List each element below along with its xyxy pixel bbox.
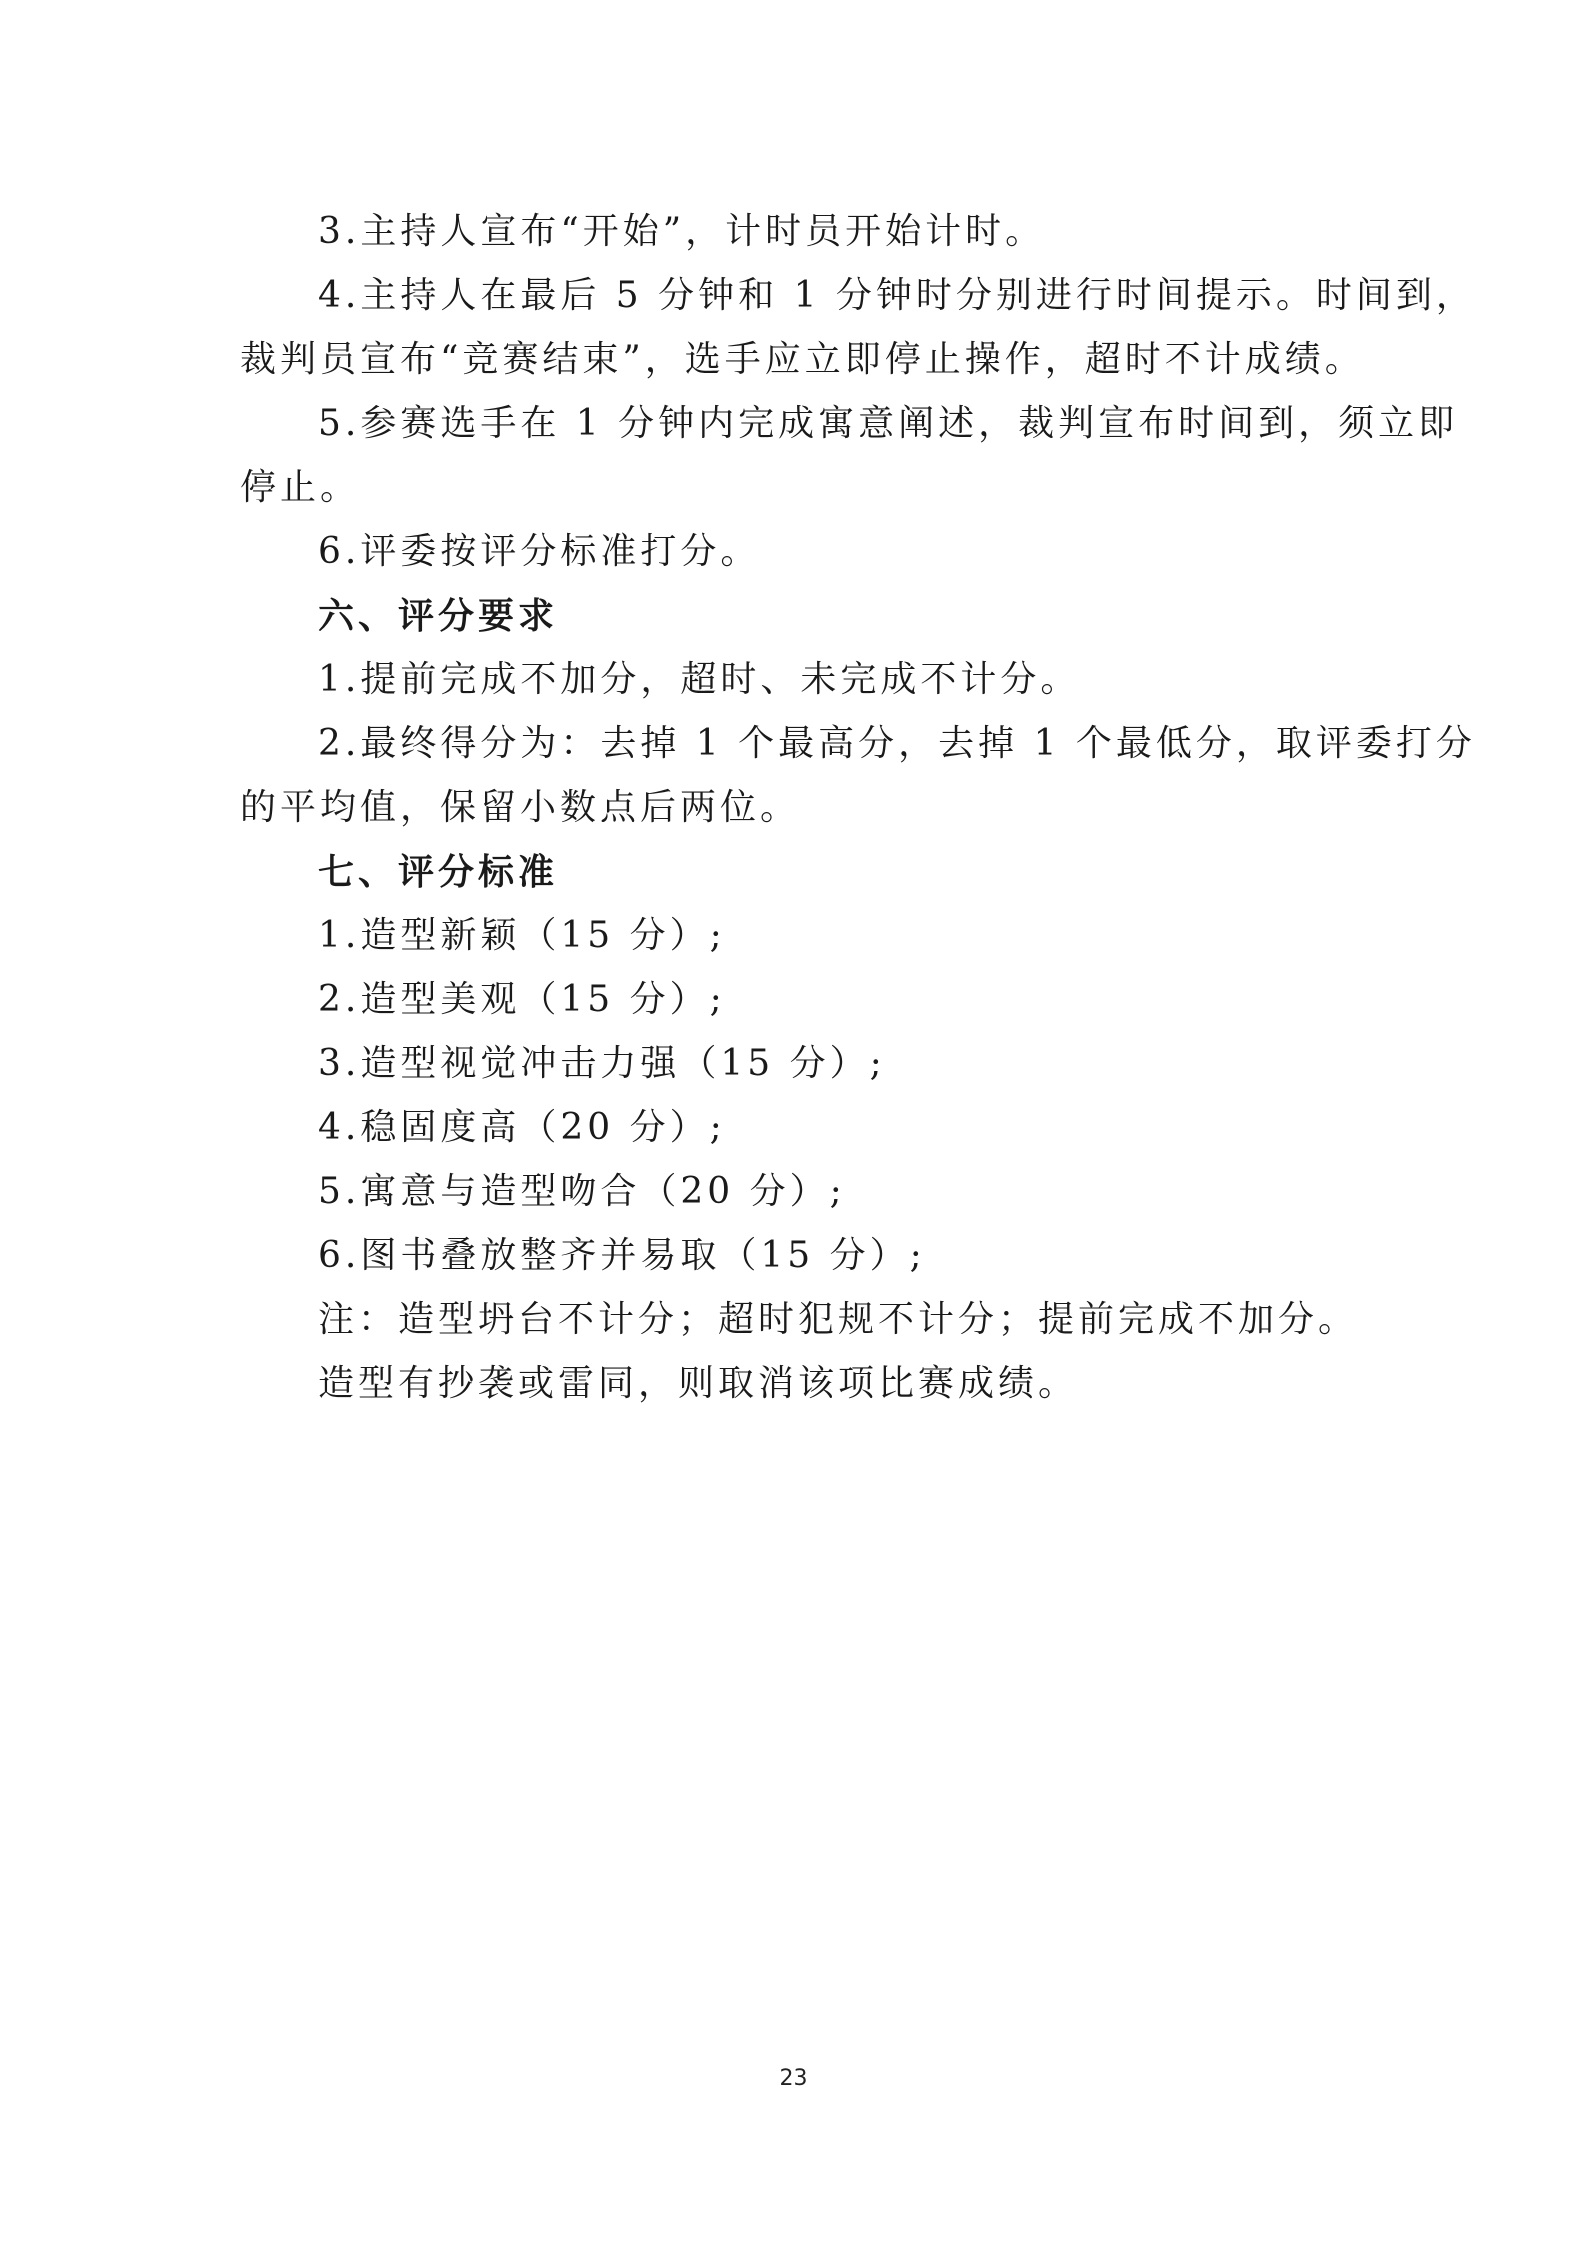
criteria-item: 1.造型新颖（15 分）;: [318, 915, 726, 956]
paragraph-line: 6.评委按评分标准打分。: [318, 531, 761, 572]
document-body: [240, 200, 1476, 1416]
note-line: 造型有抄袭或雷同，则取消该项比赛成绩。: [318, 1363, 1079, 1404]
paragraph-line: 5.参赛选手在 1 分钟内完成寓意阐述，裁判宣布时间到，须立即: [318, 403, 1459, 444]
criteria-item: 3.造型视觉冲击力强（15 分）;: [318, 1043, 886, 1084]
paragraph-line: 的平均值，保留小数点后两位。: [240, 787, 801, 828]
section-heading-scoring-criteria: 七、评分标准: [318, 851, 559, 893]
criteria-item: 2.造型美观（15 分）;: [318, 979, 726, 1020]
paragraph-line: 3.主持人宣布“开始”，计时员开始计时。: [318, 211, 1046, 252]
criteria-item: 4.稳固度高（20 分）;: [318, 1107, 726, 1148]
paragraph-line: 1.提前完成不加分，超时、未完成不计分。: [318, 659, 1081, 700]
paragraph-line: 2.最终得分为：去掉 1 个最高分，去掉 1 个最低分，取评委打分: [318, 723, 1476, 764]
page-number: 23: [779, 2066, 808, 2091]
note-line: 注：造型坍台不计分；超时犯规不计分；提前完成不加分。: [318, 1299, 1359, 1340]
paragraph-line: 停止。: [240, 467, 361, 508]
criteria-item: 5.寓意与造型吻合（20 分）;: [318, 1171, 846, 1212]
criteria-item: 6.图书叠放整齐并易取（15 分）;: [318, 1235, 926, 1276]
section-heading-scoring-requirements: 六、评分要求: [318, 595, 559, 637]
paragraph-line: 4.主持人在最后 5 分钟和 1 分钟时分别进行时间提示。时间到，: [318, 275, 1476, 316]
paragraph-line: 裁判员宣布“竞赛结束”，选手应立即停止操作，超时不计成绩。: [240, 339, 1365, 380]
